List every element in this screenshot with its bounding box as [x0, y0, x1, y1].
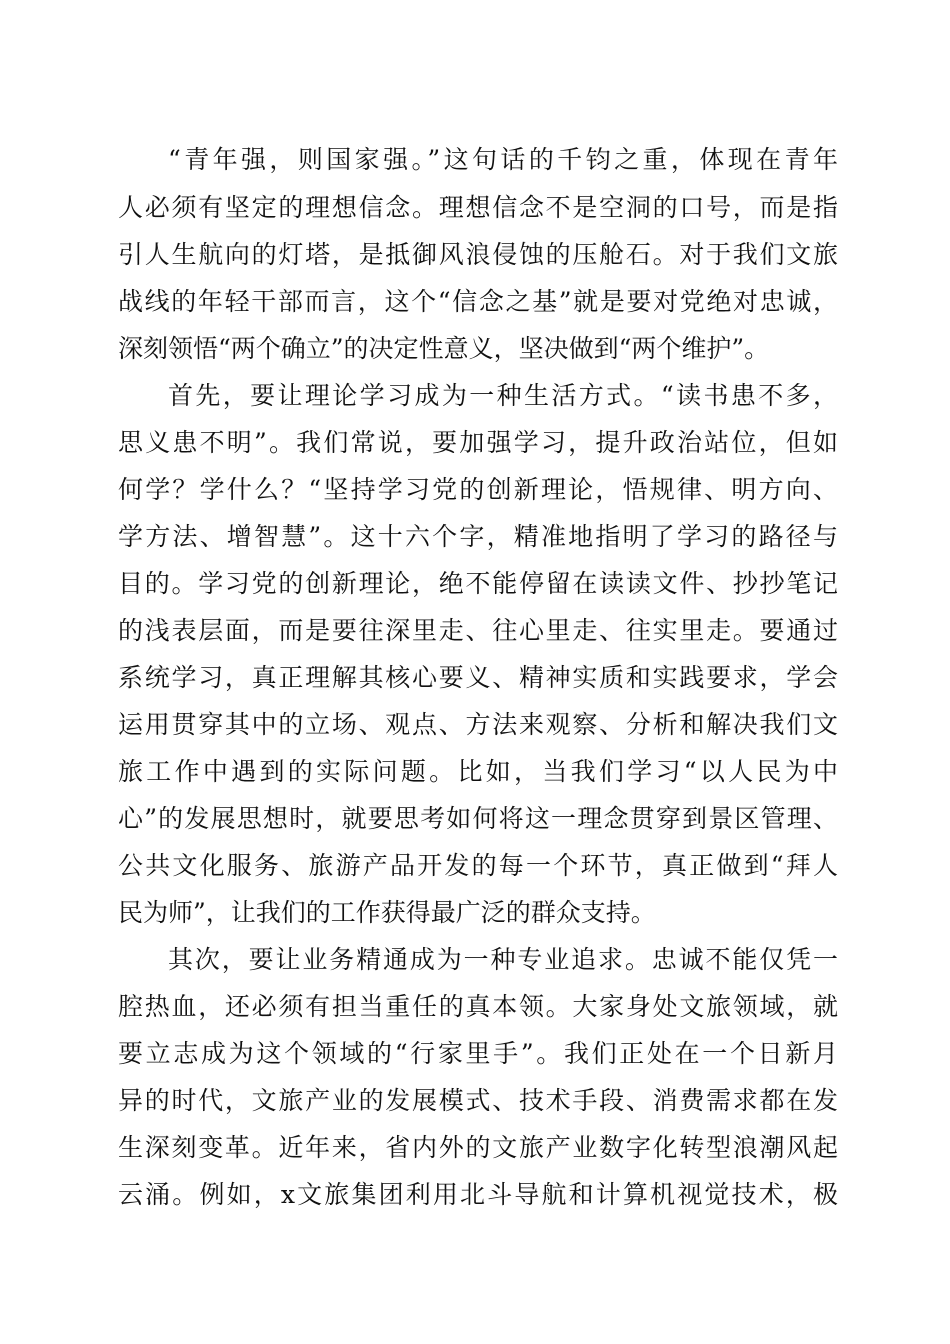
- p3-line-3: 要立志成为这个领域的“行家里手”。我们正处在一个日新月: [118, 1039, 838, 1068]
- p2-line-8: 运用贯穿其中的立场、观点、方法来观察、分析和解决我们文: [118, 710, 838, 739]
- p2-line-1: 首先，要让理论学习成为一种生活方式。“读书患不多，: [168, 381, 838, 410]
- p1-line-5: 深刻领悟“两个确立”的决定性意义，坚决做到“两个维护”。: [118, 334, 770, 363]
- p2-line-7: 系统学习，真正理解其核心要义、精神实质和实践要求，学会: [118, 663, 838, 692]
- p3-line-6: 云涌。例如，x文旅集团利用北斗导航和计算机视觉技术，极: [118, 1180, 838, 1209]
- p2-line-5: 目的。学习党的创新理论，绝不能停留在读读文件、抄抄笔记: [118, 569, 838, 598]
- p3-line-5: 生深刻变革。近年来，省内外的文旅产业数字化转型浪潮风起: [118, 1133, 838, 1162]
- p2-line-6: 的浅表层面，而是要往深里走、往心里走、往实里走。要通过: [118, 616, 838, 645]
- p1-line-4: 战线的年轻干部而言，这个“信念之基”就是要对党绝对忠诚，: [118, 287, 838, 316]
- p2-line-11: 公共文化服务、旅游产品开发的每一个环节，真正做到“拜人: [118, 851, 838, 880]
- p1-line-2: 人必须有坚定的理想信念。理想信念不是空洞的口号，而是指: [118, 193, 838, 222]
- p3-line-4: 异的时代，文旅产业的发展模式、技术手段、消费需求都在发: [118, 1086, 838, 1115]
- p2-line-4: 学方法、增智慧”。这十六个字，精准地指明了学习的路径与: [118, 522, 838, 551]
- p2-line-12: 民为师”，让我们的工作获得最广泛的群众支持。: [118, 898, 656, 927]
- p2-line-10: 心”的发展思想时，就要思考如何将这一理念贯穿到景区管理、: [118, 804, 838, 833]
- p1-line-1: “青年强，则国家强。”这句话的千钧之重，体现在青年: [168, 145, 838, 174]
- p2-line-2: 思义患不明”。我们常说，要加强学习，提升政治站位，但如: [118, 428, 838, 457]
- p3-line-2: 腔热血，还必须有担当重任的真本领。大家身处文旅领域，就: [118, 992, 838, 1021]
- p2-line-9: 旅工作中遇到的实际问题。比如，当我们学习“以人民为中: [118, 757, 838, 786]
- p2-line-3: 何学？学什么？“坚持学习党的创新理论，悟规律、明方向、: [118, 475, 838, 504]
- p1-line-3: 引人生航向的灯塔，是抵御风浪侵蚀的压舱石。对于我们文旅: [118, 240, 838, 269]
- p3-line-1: 其次，要让业务精通成为一种专业追求。忠诚不能仅凭一: [168, 945, 838, 974]
